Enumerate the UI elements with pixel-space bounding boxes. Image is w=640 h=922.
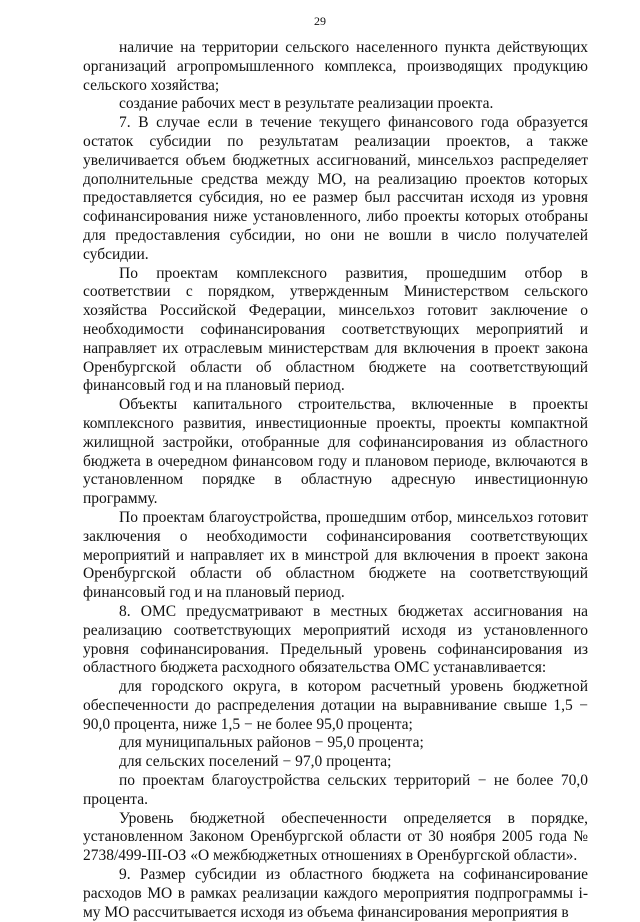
paragraph-agro-presence: наличие на территории сельского населенного пункта действующих организаций агропромышленного комплекса, производящих продукцию сельского хозяйства; — [83, 39, 588, 94]
paragraph-item-7: 7. В случае если в течение текущего финансового года образуется остаток субсидии по результатам реализации проектов, а также увеличивается объем бюджетных ассигнований, минсельхоз распределяет дополнительные средства между МО, на реализацию проектов которых предоставляется субсидия, но ее размер был рассчитан исходя из уровня софинансирования ниже установленного, либо проекты которых отобраны для предоставления субсидии, но они не вошли в число получателей субсидии. — [83, 114, 588, 263]
paragraph-capital-construction: Объекты капитального строительства, включенные в проекты комплексного развития, инвестиционные проекты, проекты компактной жилищной застройки, отобранные для софинансирования из областного бюджета в очередном финансовом году и плановом периоде, включаются в установленном порядке в областную адресную инвестиционную программу. — [83, 396, 588, 508]
paragraph-item-9: 9. Размер субсидии из областного бюджета на софинансирование расходов МО в рамках реализации каждого мероприятия подпрограммы i-му МО рассчитывается исходя из объема финансирования мероприятия в — [83, 866, 588, 921]
paragraph-rural-settlements-rate: для сельских поселений − 97,0 процента; — [119, 753, 392, 771]
paragraph-budget-sufficiency: Уровень бюджетной обеспеченности определяется в порядке, установленном Законом Оренбургской области от 30 ноября 2005 года № 2738/499-III-ОЗ «О межбюджетных отношениях в Оренбургской области». — [83, 809, 588, 865]
document-body — [83, 39, 588, 922]
page-number: 29 — [314, 14, 326, 28]
paragraph-item-8: 8. ОМС предусматривают в местных бюджетах ассигнования на реализацию соответствующих мероприятий исходя из установленного уровня софинансирования. Предельный уровень софинансирования из областного бюджета расходного обязательства ОМС устанавливается: — [83, 602, 588, 677]
paragraph-city-district-rate: для городского округа, в котором расчетный уровень бюджетной обеспеченности до распределения дотации на выравнивание свыше 1,5 − 90,0 процента, ниже 1,5 − не более 95,0 процента; — [83, 678, 588, 733]
paragraph-complex-development: По проектам комплексного развития, прошедшим отбор в соответствии с порядком, утвержденным Министерством сельского хозяйства Российской Федерации, минсельхоз готовит заключение о необходимости софинансирования соответствующих мероприятий и направляет их отраслевым министерствам для включения в проект закона Оренбургской области об областном бюджете на соответствующий финансовый год и на плановый период. — [83, 264, 588, 395]
paragraph-jobs-creation: создание рабочих мест в результате реализации проекта. — [119, 95, 494, 113]
paragraph-municipal-districts-rate: для муниципальных районов − 95,0 процента; — [119, 734, 424, 752]
paragraph-rural-landscaping-rate: по проектам благоустройства сельских территорий − не более 70,0 процента. — [83, 772, 588, 808]
paragraph-landscaping-projects: По проектам благоустройства, прошедшим отбор, минсельхоз готовит заключения о необходимости софинансирования соответствующих мероприятий и направляет их в минстрой для включения в проект закона Оренбургской области об областном бюджете на соответствующий финансовый год и на плановый период. — [83, 508, 588, 602]
